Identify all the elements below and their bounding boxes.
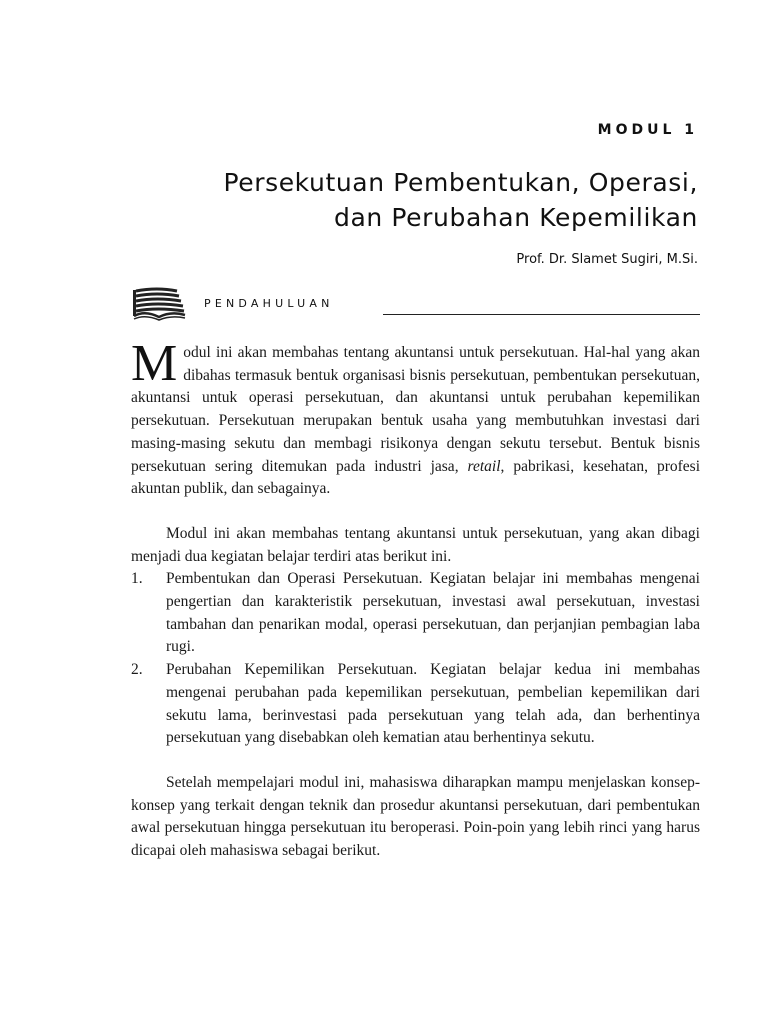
body-text [131, 335, 701, 863]
activity-list [131, 568, 700, 750]
title-line-2: dan Perubahan Kepemilikan [334, 203, 698, 232]
section-heading: PENDAHULUAN [204, 297, 334, 310]
intro-italic-word: retail [467, 457, 501, 475]
paragraph-3-text: Setelah mempelajari modul ini, mahasiswa diharapkan mampu menjelaskan konsep-konsep yang terkait dengan teknik dan prosedur akuntansi persekutuan, dari pembentukan awal persekutuan hingga persekutuan itu beroperasi. Poin-poin yang lebih rinci yang harus dicapai oleh mahasiswa sebagai berikut. [131, 773, 700, 860]
paragraph-2-text: Modul ini akan membahas tentang akuntansi untuk persekutuan, yang akan dibagi menjadi dua kegiatan belajar terdiri atas berikut ini. [131, 524, 700, 565]
drop-cap: M [131, 335, 178, 392]
list-item [131, 659, 700, 750]
intro-text-1: odul ini akan membahas tentang akuntansi untuk persekutuan. Hal-hal yang akan dibahas termasuk bentuk organisasi bisnis persekutuan, pembentukan persekutuan, akuntansi untuk operasi persekutuan, dan akuntansi untuk perubahan kepemilikan persekutuan. Persekutuan merupakan bentuk usaha yang membutuhkan investasi dari masing-masing sekutu dan membagi risikonya dengan sekutu tersebut. Bentuk bisnis persekutuan sering ditemukan pada industri jasa, [131, 344, 700, 475]
paragraph-2 [131, 523, 700, 750]
paragraph-3 [131, 772, 700, 863]
module-label: MODUL 1 [597, 122, 698, 138]
list-item-number: 2. [131, 661, 143, 679]
author-name: Prof. Dr. Slamet Sugiri, M.Si. [516, 252, 698, 267]
title-line-1: Persekutuan Pembentukan, Operasi, [223, 168, 698, 197]
list-item-text: Perubahan Kepemilikan Persekutuan. Kegiatan belajar kedua ini membahas mengenai perubahan pada kepemilikan persekutuan, pembelian kepemilikan dari sekutu lama, berinvestasi pada persekutuan yang telah ada, dan berhentinya persekutuan yang disebabkan oleh kematian atau berhentinya sekutu. [166, 661, 700, 747]
module-title [98, 165, 698, 235]
list-item [131, 568, 700, 659]
heading-rule [383, 314, 700, 315]
list-item-number: 1. [131, 570, 143, 588]
intro-text-2: , pabrikasi, kesehatan, profesi akuntan publik, dan sebagainya. [131, 457, 701, 498]
open-book-icon [131, 287, 187, 321]
list-item-text: Pembentukan dan Operasi Persekutuan. Kegiatan belajar ini membahas mengenai pengertian dan karakteristik persekutuan, investasi awal persekutuan, investasi tambahan dan penarikan modal, operasi persekutuan, dan perjanjian pembagian laba rugi. [166, 570, 700, 656]
intro-paragraph [131, 335, 701, 501]
